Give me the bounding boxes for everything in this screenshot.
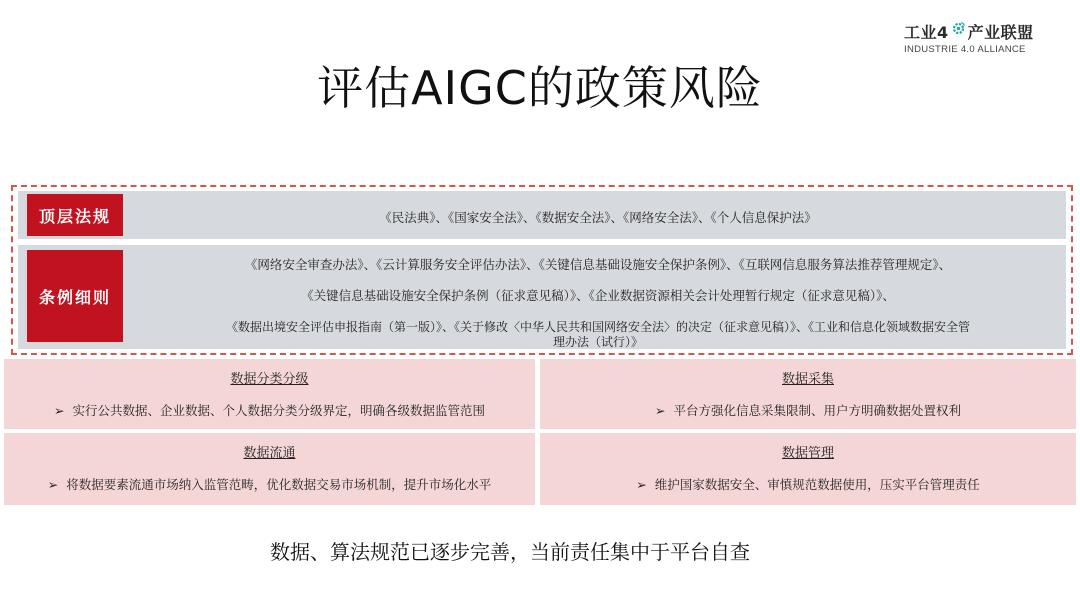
- logo-subtitle: INDUSTRIE 4.0 ALLIANCE: [904, 44, 1026, 55]
- cell-body: [540, 475, 1076, 493]
- cell-data-collection: [540, 359, 1076, 429]
- cell-body: [4, 401, 535, 419]
- logo-text-left: 工业4: [904, 23, 949, 42]
- bullet-arrow-icon: ➢: [47, 477, 59, 492]
- cell-heading: 数据流通: [243, 446, 296, 461]
- logo-text-right: 产业联盟: [967, 23, 1034, 42]
- footer-summary: 数据、算法规范已逐步完善，当前责任集中于平台自查: [270, 540, 750, 564]
- regulations-line-1: 《网络安全审查办法》、《云计算服务安全评估办法》、《关键信息基础设施安全保护条例》、《互联网信息服务算法推荐管理规定》、: [244, 257, 952, 272]
- regulations-tag: 条例细则: [27, 250, 123, 342]
- bullet-arrow-icon: ➢: [54, 403, 65, 418]
- cell-data-management: [540, 433, 1076, 505]
- cell-body: [540, 401, 1076, 419]
- cell-data-classification: [4, 359, 535, 429]
- top-laws-text: 《民法典》、《国家安全法》、《数据安全法》、《网络安全法》、《个人信息保护法》: [379, 210, 817, 225]
- top-laws-tag: 顶层法规: [27, 194, 123, 236]
- regulations-line-4: 理办法（试行）》: [552, 335, 643, 349]
- bullet-arrow-icon: ➢: [636, 477, 647, 492]
- cell-body-text: 实行公共数据、企业数据、个人数据分类分级界定，明确各级数据监管范围: [72, 403, 485, 418]
- logo-top-line: [904, 20, 1054, 43]
- regulations-line-3: 《数据出境安全评估申报指南（第一版）》、《关于修改〈中华人民共和国网络安全法〉的决定（征求意见稿）》、《工业和信息化领域数据安全管: [225, 320, 970, 334]
- cell-body: [4, 475, 535, 493]
- cell-body-text: 将数据要素流通市场纳入监管范畴，优化数据交易市场机制，提升市场化水平: [66, 477, 492, 492]
- cell-data-circulation: [4, 433, 535, 505]
- gear-icon: [951, 21, 966, 36]
- cell-heading: 数据分类分级: [230, 372, 309, 387]
- cell-body-text: 平台方强化信息采集限制、用户方明确数据处置权利: [673, 403, 961, 418]
- cell-heading: 数据采集: [781, 372, 834, 387]
- cell-body-text: 维护国家数据安全、审慎规范数据使用，压实平台管理责任: [654, 477, 980, 492]
- bullet-arrow-icon: ➢: [655, 403, 666, 418]
- cell-heading: 数据管理: [781, 446, 834, 461]
- regulations-line-2: 《关键信息基础设施安全保护条例（征求意见稿）》、《企业数据资源相关会计处理暂行规定（征求意见稿）》、: [301, 288, 895, 303]
- page-title: 评估AIGC的政策风险: [317, 61, 763, 115]
